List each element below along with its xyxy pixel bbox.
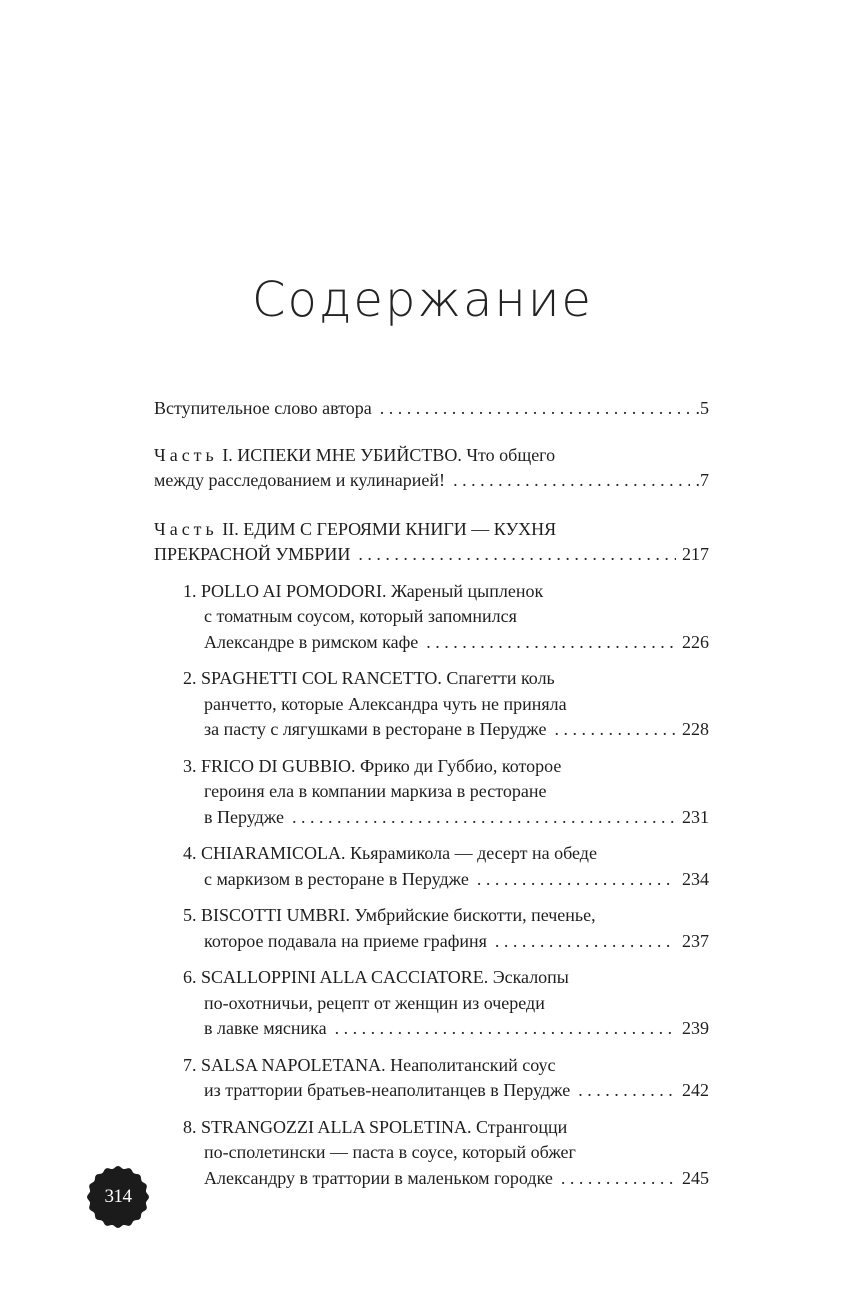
toc-entry-text: 3. FRICO DI GUBBIO. Фрико ди Губбио, которое (183, 755, 562, 776)
toc-recipe-list (154, 579, 709, 1192)
dot-leader (578, 1078, 676, 1104)
toc-entry-recipe (154, 1053, 709, 1104)
dot-leader (554, 717, 676, 743)
toc-entry-text: по-охотничьи, рецепт от женщин из очереди (204, 992, 545, 1013)
toc-entry-intro (154, 396, 709, 422)
toc-entry-text: по-сполетински — паста в соусе, который обжег (204, 1142, 576, 1162)
part-label: Часть (154, 444, 218, 465)
toc-entry-text: в лавке мясника (204, 1018, 327, 1038)
toc-page-number: .5 (695, 398, 709, 418)
toc-entry-part-1 (154, 443, 709, 494)
part-label: Часть (154, 518, 218, 539)
toc-entry-recipe (154, 579, 709, 656)
toc-entry-text: 6. SCALLOPPINI ALLA CACCIATORE. Эскалопы (183, 967, 569, 987)
toc-entry-text: 5. BISCOTTI UMBRI. Умбрийские бискотти, печенье, (183, 905, 596, 925)
toc-entry-text: 1. POLLO AI POMODORI. Жареный цыпленок (183, 580, 544, 601)
toc-page-number: 242 (682, 1080, 709, 1100)
toc-entry-text: между расследованием и кулинарией! (154, 470, 446, 490)
toc-entry-text: ПРЕКРАСНОЙ УМБРИИ (154, 544, 351, 564)
toc-entry-text: ранчетто, которые Александра чуть не приняла (204, 693, 567, 714)
toc-entry-recipe (154, 666, 709, 743)
toc-page-number: .7 (695, 470, 709, 490)
toc-entry-text: в Перудже (204, 806, 284, 827)
dot-leader (380, 396, 690, 422)
toc-page-number: 237 (682, 930, 709, 951)
toc-entry-text: Александру в траттории в маленьком городке (204, 1167, 553, 1188)
toc-entry-text: за пасту с лягушками в ресторане в Перудже (204, 719, 547, 739)
toc-entry-text: с маркизом в ресторане в Перудже (204, 868, 469, 889)
table-of-contents (154, 396, 709, 1191)
toc-entry-text: 2. SPAGHETTI COL RANCETTO. Спагетти коль (183, 668, 555, 688)
dot-leader (477, 867, 676, 893)
toc-page-number: 217 (682, 544, 709, 564)
dot-leader (335, 1016, 676, 1042)
toc-entry-text: с томатным соусом, который запомнился (204, 606, 517, 626)
toc-entry-text: 4. CHIARAMICOLA. Кьярамикола — десерт на обеде (183, 843, 597, 863)
toc-entry-text: Вступительное слово автора (154, 398, 372, 418)
toc-entry-text: I. ИСПЕКИ МНЕ УБИЙСТВО. Что общего (217, 444, 556, 465)
toc-page-number: 234 (682, 868, 709, 889)
toc-entry-text: 8. STRANGOZZI ALLA SPOLETINA. Странгоцци (183, 1116, 568, 1137)
toc-entry-recipe (154, 965, 709, 1042)
dot-leader (358, 542, 676, 568)
toc-page-number: 231 (682, 806, 709, 827)
toc-entry-text: которое подавала на приеме графиня (204, 930, 487, 951)
toc-entry-text: Александре в римском кафе (204, 631, 419, 652)
toc-entry-text: героиня ела в компании маркиза в ресторане (204, 781, 547, 801)
toc-entry-recipe (154, 903, 709, 954)
dot-leader (495, 929, 676, 955)
toc-entry-recipe (154, 1115, 709, 1192)
dot-leader (292, 805, 676, 831)
dot-leader (426, 630, 676, 656)
dot-leader (453, 468, 689, 494)
toc-entry-recipe (154, 754, 709, 831)
toc-page-number: 245 (682, 1167, 709, 1188)
page-title: Содержание (252, 272, 593, 328)
toc-entry-recipe (154, 841, 709, 892)
dot-leader (561, 1166, 676, 1192)
toc-entry-text: из траттории братьев-неаполитанцев в Перудже (204, 1080, 571, 1100)
toc-entry-text: II. ЕДИМ С ГЕРОЯМИ КНИГИ — КУХНЯ (217, 518, 557, 539)
page-number: 314 (104, 1186, 132, 1207)
toc-page-number: 226 (682, 631, 709, 652)
toc-entry-part-2 (154, 517, 709, 568)
toc-entry-text: 7. SALSA NAPOLETANA. Неаполитанский соус (183, 1054, 556, 1075)
toc-page-number: 228 (682, 719, 709, 739)
toc-page-number: 239 (682, 1018, 709, 1038)
